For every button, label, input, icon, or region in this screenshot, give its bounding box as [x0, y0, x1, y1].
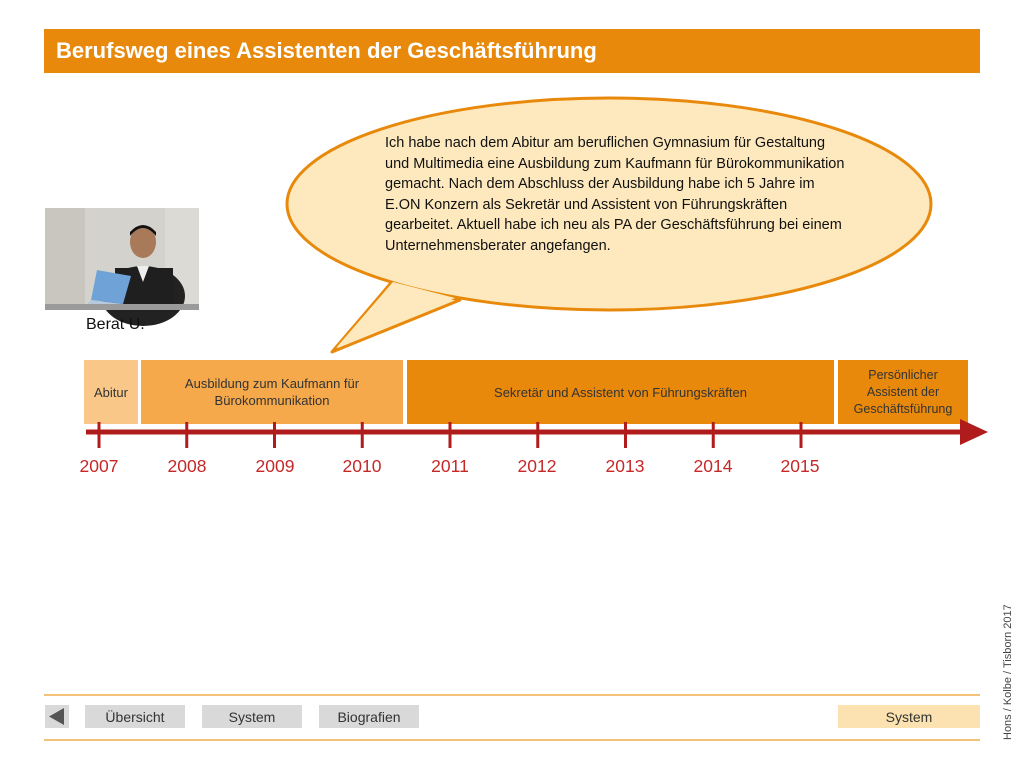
stage-label: Ausbildung zum Kaufmann für Bürokommunikation [184, 376, 360, 408]
back-button[interactable] [45, 705, 69, 728]
page-title: Berufsweg eines Assistenten der Geschäftsführung [56, 38, 597, 63]
year-label: 2008 [167, 456, 207, 476]
triangle-left-icon [45, 705, 69, 728]
stage-label: Sekretär und Assistent von Führungskräften [494, 384, 747, 400]
year-label: 2009 [255, 456, 295, 476]
current-section-label: System [885, 708, 933, 725]
timeline-ticks [99, 422, 801, 448]
year-label: 2010 [342, 456, 382, 476]
year-label: 2014 [693, 456, 733, 476]
nav-system[interactable] [202, 705, 302, 728]
nav-uebersicht[interactable] [85, 705, 185, 728]
nav-biografien[interactable] [319, 705, 419, 728]
stage-label: Persönlicher Assistent der Geschäftsführung [853, 367, 953, 416]
year-label: 2012 [517, 456, 557, 476]
year-label: 2015 [780, 456, 820, 476]
year-label: 2007 [79, 456, 119, 476]
photo-credit: © Pixabay [223, 432, 234, 478]
year-label: 2013 [605, 456, 645, 476]
person-name: Berat U. [86, 316, 145, 333]
timeline-arrowhead [960, 419, 988, 445]
quote-text: Ich habe nach dem Abitur am beruflichen Gymnasium für Gestaltung und Multimedia eine Ausbildung zum Kaufmann für Bürokommunikation gemacht. Nach dem Abschluss der Ausbildung habe ich 5 Jahre im E.ON Konzern als Sekretär und Assistent von Führungskräften gearbeitet. Aktuell habe ich neu als PA der Geschäftsführung bei einem Unternehmensberater angefangen. [385, 135, 845, 254]
copyright-credit: Hons / Kolbe / Tisborn 2017 [1002, 604, 1014, 740]
nav-label: System [228, 708, 276, 725]
nav-label: Übersicht [105, 708, 165, 725]
current-section-indicator[interactable] [838, 705, 980, 728]
year-label: 2011 [431, 456, 469, 476]
nav-label: Biografien [337, 708, 401, 725]
stage-label: Abitur [94, 384, 128, 400]
footer-divider-top [44, 694, 980, 696]
footer-divider-bottom [44, 739, 980, 741]
